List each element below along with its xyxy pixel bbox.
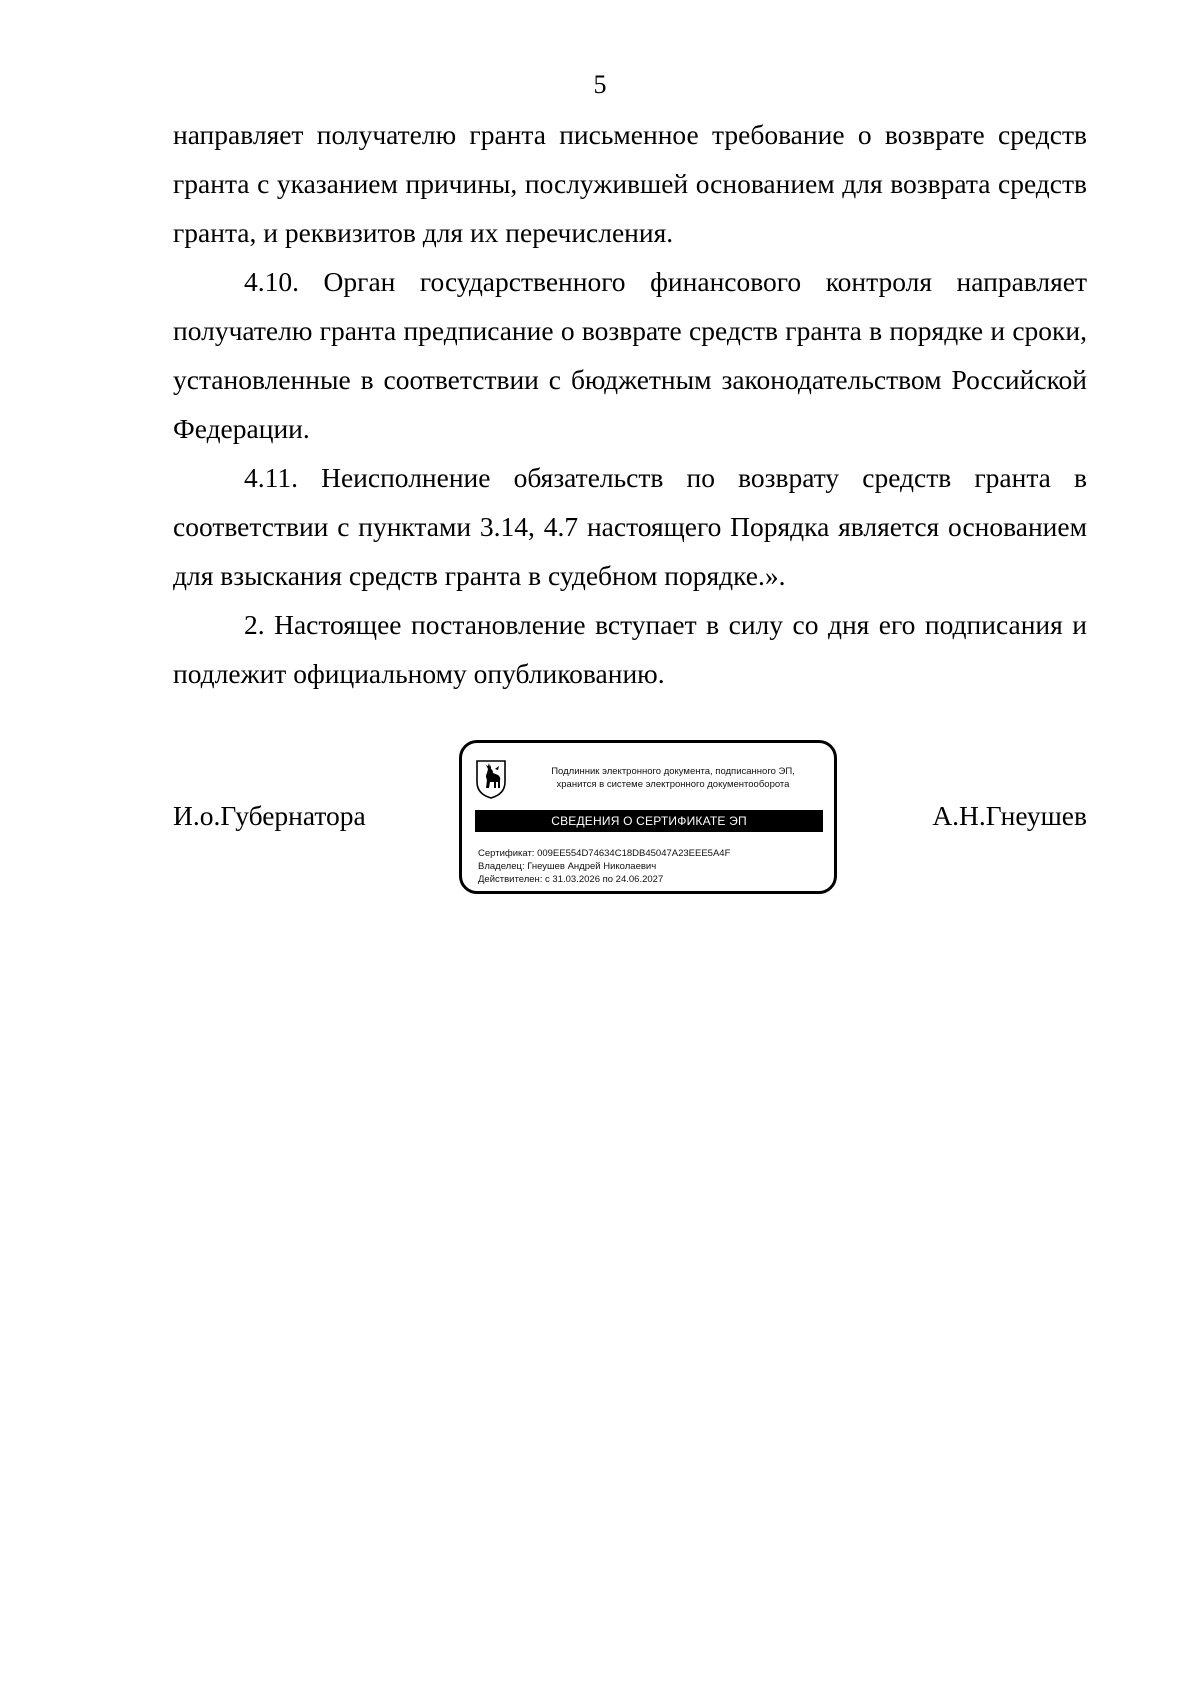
electronic-signature-stamp (459, 740, 837, 894)
stamp-validity: Действителен: с 31.03.2026 по 24.06.2027 (478, 874, 664, 885)
stamp-title-bar: СВЕДЕНИЯ О СЕРТИФИКАТЕ ЭП (475, 810, 823, 832)
signatory-name: А.Н.Гнеушев (932, 800, 1087, 831)
paragraph-continuation: направляет получателю гранта письменное требование о возврате средств гранта с указанием причины, послужившей основанием для возврата средств гранта, и реквизитов для их перечисления. (173, 119, 1087, 248)
stamp-certificate: Сертификат: 009EE554D74634C18DB45047A23EEE5A4F (478, 848, 731, 859)
paragraph-4-10: 4.10. Орган государственного финансового контроля направляет получателю гранта предписание о возврате средств гранта в порядке и сроки, установленные в соответствии с бюджетным законодательством Российской Федерации. (173, 266, 1087, 444)
deer-coat-of-arms-icon (474, 758, 508, 800)
stamp-note (518, 765, 828, 791)
stamp-note-line: хранится в системе электронного документооборота (556, 779, 790, 790)
stamp-certificate-details (478, 847, 730, 886)
signatory-position: И.о.Губернатора (173, 800, 366, 831)
stamp-note-line: Подлинник электронного документа, подписанного ЭП, (551, 766, 795, 777)
paragraph-2: 2. Настоящее постановление вступает в силу со дня его подписания и подлежит официальному опубликованию. (173, 609, 1087, 689)
document-body (173, 110, 1087, 698)
paragraph-4-11: 4.11. Неисполнение обязательств по возврату средств гранта в соответствии с пунктами 3.14, 4.7 настоящего Порядка является основанием для взыскания средств гранта в судебном порядке.». (173, 462, 1087, 591)
stamp-owner: Владелец: Гнеушев Андрей Николаевич (478, 861, 657, 872)
page-number: 5 (593, 70, 607, 99)
